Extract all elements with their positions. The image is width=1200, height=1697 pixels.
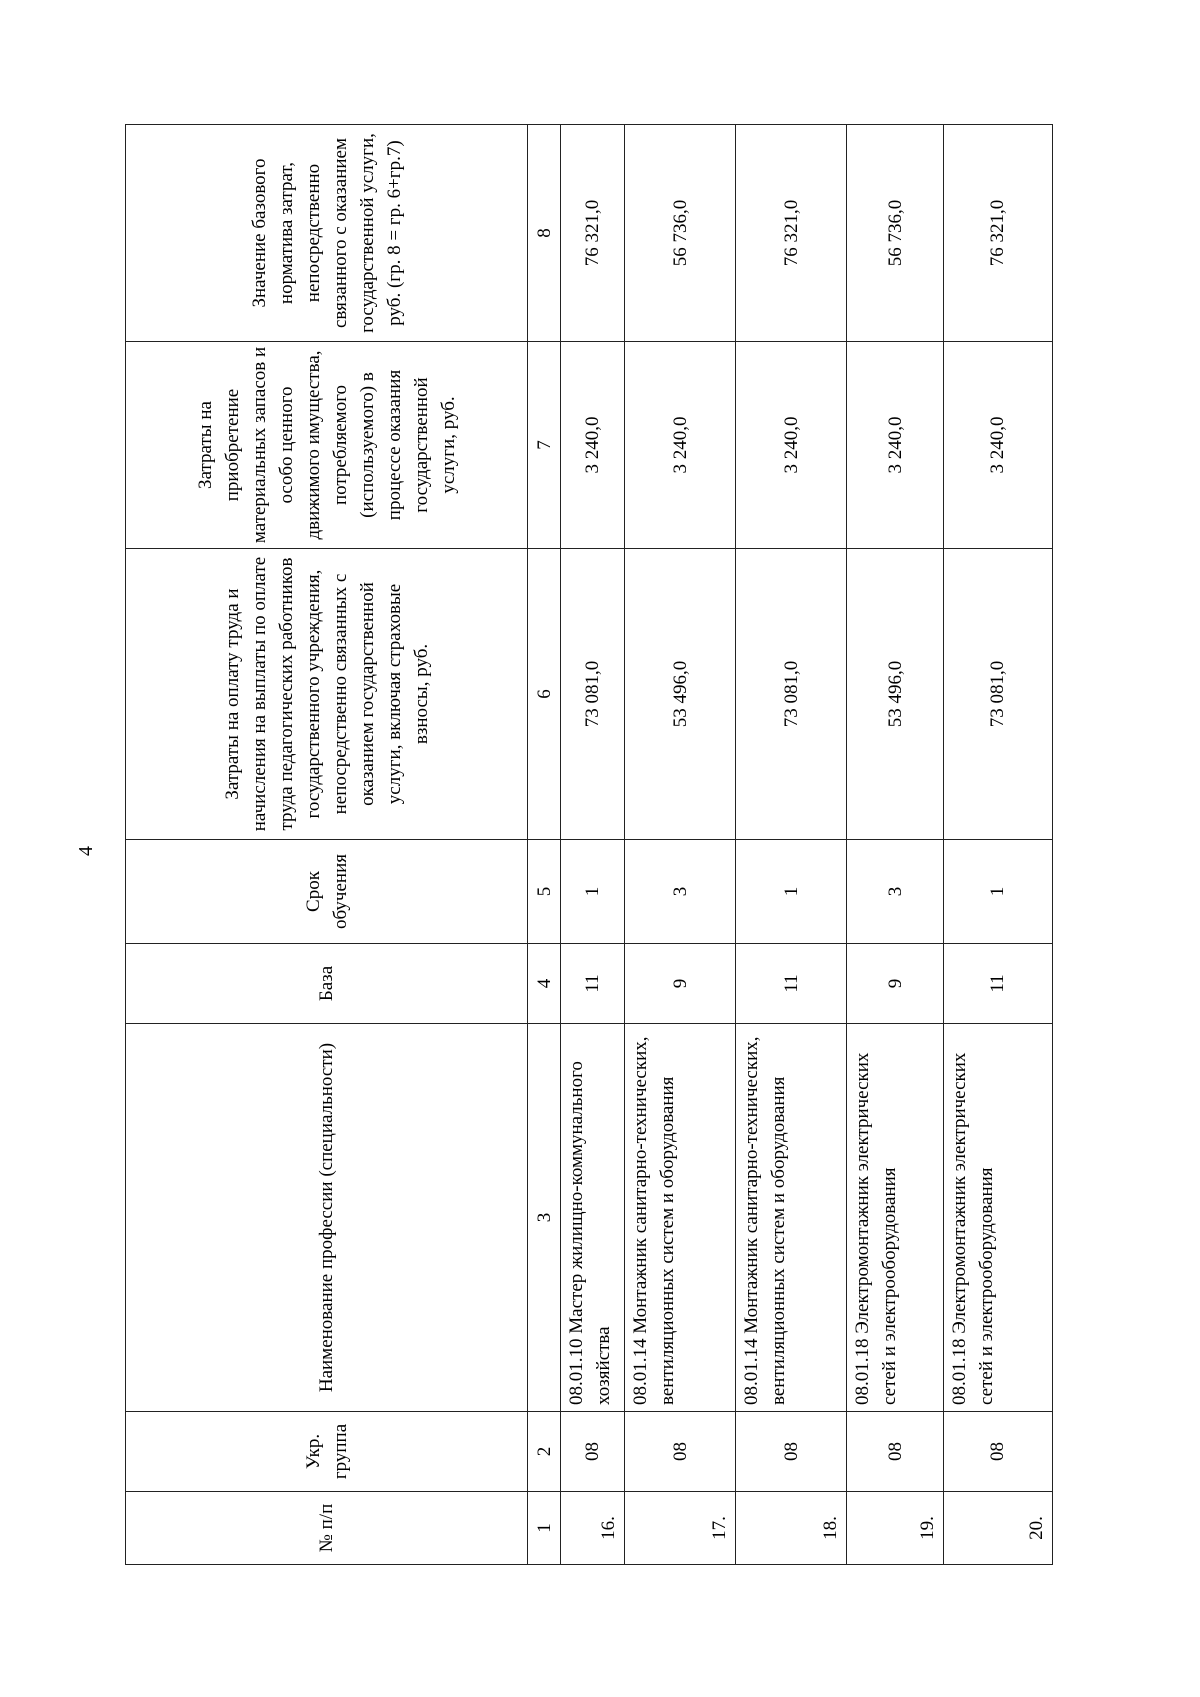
base-cell: 9 <box>624 944 735 1024</box>
materials-cost-cell: 3 240,0 <box>943 342 1052 549</box>
header-cell: Срок обучения <box>126 840 528 944</box>
labor-cost-cell: 73 081,0 <box>943 549 1052 840</box>
group-cell: 08 <box>624 1412 735 1492</box>
materials-cost-cell: 3 240,0 <box>847 342 944 549</box>
total-cost-cell: 76 321,0 <box>561 125 625 342</box>
profession-name: 08.01.14 Монтажник санитарно-технических, вентиляционных систем и оборудования <box>736 1024 847 1412</box>
total-cost-cell: 56 736,0 <box>847 125 944 342</box>
table-row <box>561 125 625 1565</box>
row-number: 18. <box>736 1492 847 1565</box>
column-index: 7 <box>528 342 561 549</box>
header-cell: Затраты на приобретение материальных запасов и особо ценного движимого имущества, потребляемого (используемого) в процессе оказания государственной услуги, руб. <box>126 342 528 549</box>
column-index: 5 <box>528 840 561 944</box>
group-cell: 08 <box>561 1412 625 1492</box>
table-row <box>847 125 944 1565</box>
table-row <box>736 125 847 1565</box>
labor-cost-cell: 73 081,0 <box>561 549 625 840</box>
header-cell: База <box>126 944 528 1024</box>
header-cell: Укр. группа <box>126 1412 528 1492</box>
labor-cost-cell: 53 496,0 <box>847 549 944 840</box>
header-cell: Значение базового норматива затрат, непосредственно связанного с оказанием государственной услуги, руб. (гр. 8 = гр. 6+гр.7) <box>126 125 528 342</box>
term-cell: 3 <box>624 840 735 944</box>
base-cell: 11 <box>561 944 625 1024</box>
header-cell: № п/п <box>126 1492 528 1565</box>
table-row <box>624 125 735 1565</box>
term-cell: 1 <box>561 840 625 944</box>
column-index: 6 <box>528 549 561 840</box>
base-cell: 9 <box>847 944 944 1024</box>
column-index: 3 <box>528 1024 561 1412</box>
profession-name: 08.01.18 Электромонтажник электрических сетей и электрооборудования <box>847 1024 944 1412</box>
page-number: 4 <box>74 846 97 856</box>
labor-cost-cell: 73 081,0 <box>736 549 847 840</box>
term-cell: 1 <box>736 840 847 944</box>
row-number: 19. <box>847 1492 944 1565</box>
profession-name: 08.01.14 Монтажник санитарно-технических, вентиляционных систем и оборудования <box>624 1024 735 1412</box>
term-cell: 1 <box>943 840 1052 944</box>
header-cell: Наименование профессии (специальности) <box>126 1024 528 1412</box>
column-index: 8 <box>528 125 561 342</box>
row-number: 16. <box>561 1492 625 1565</box>
row-number: 20. <box>943 1492 1052 1565</box>
group-cell: 08 <box>847 1412 944 1492</box>
rotated-table-wrapper <box>125 125 1053 1565</box>
cost-norms-table <box>125 124 1053 1565</box>
column-index-row <box>528 125 561 1565</box>
total-cost-cell: 56 736,0 <box>624 125 735 342</box>
table-row <box>943 125 1052 1565</box>
total-cost-cell: 76 321,0 <box>736 125 847 342</box>
column-index: 4 <box>528 944 561 1024</box>
profession-name: 08.01.18 Электромонтажник электрических сетей и электрооборудования <box>943 1024 1052 1412</box>
profession-name: 08.01.10 Мастер жилищно-коммунального хозяйства <box>561 1024 625 1412</box>
row-number: 17. <box>624 1492 735 1565</box>
header-cell: Затраты на оплату труда и начисления на выплаты по оплате труда педагогических работников государственного учреждения, непосредственно связанных с оказанием государственной услуги, включая страховые взносы, руб. <box>126 549 528 840</box>
materials-cost-cell: 3 240,0 <box>561 342 625 549</box>
term-cell: 3 <box>847 840 944 944</box>
group-cell: 08 <box>943 1412 1052 1492</box>
materials-cost-cell: 3 240,0 <box>736 342 847 549</box>
table-header-row <box>126 125 528 1565</box>
total-cost-cell: 76 321,0 <box>943 125 1052 342</box>
base-cell: 11 <box>736 944 847 1024</box>
base-cell: 11 <box>943 944 1052 1024</box>
labor-cost-cell: 53 496,0 <box>624 549 735 840</box>
column-index: 2 <box>528 1412 561 1492</box>
group-cell: 08 <box>736 1412 847 1492</box>
materials-cost-cell: 3 240,0 <box>624 342 735 549</box>
column-index: 1 <box>528 1492 561 1565</box>
